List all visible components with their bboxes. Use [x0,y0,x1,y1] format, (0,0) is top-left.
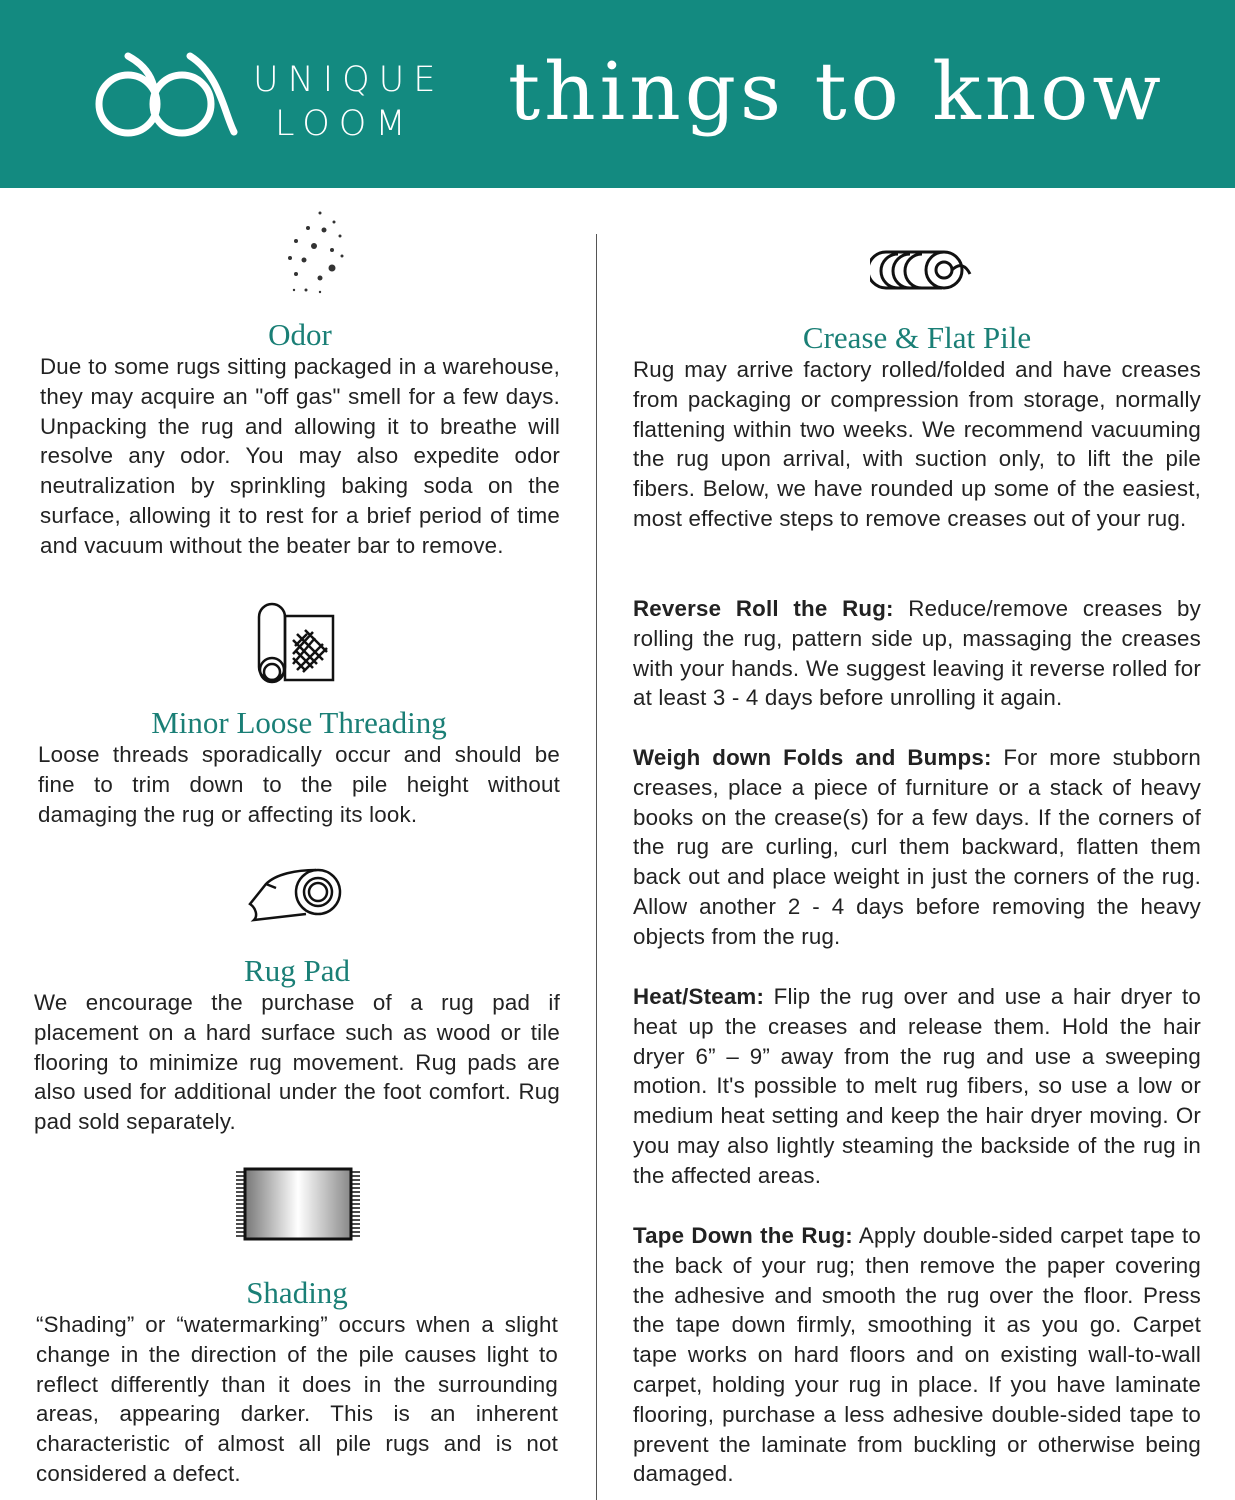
loose-threading-section [38,706,560,829]
crease-intro: Rug may arrive factory rolled/folded and have creases from packaging or compression from storage, normally flattening within two weeks. We recommend vacuuming the rug upon arrival, with suction only, to lift the pile fibers. Below, we have rounded up some of the easiest, most effective steps to remove creases out of your rug. [633,357,1201,531]
step-text: For more stubborn creases, place a piece of furniture or a stack of heavy books on the crease(s) for a few days. If the corners of the rug are curling, curl them backward, flatten them back out and place weight in just the corners of the rug. Allow another 2 - 4 days before removing the heavy objects from the rug. [633,745,1201,949]
rug-pad-text: We encourage the purchase of a rug pad if placement on a hard surface such as wood or tile flooring to minimize rug movement. Rug pads are also used for additional under the foot comfort. Rug pad sold separately. [34,990,560,1135]
dots-odor-icon [282,208,352,298]
brand-line-2: LOOM [275,104,415,144]
odor-section [40,318,560,561]
loose-threading-heading: Minor Loose Threading [151,705,447,740]
step-label: Tape Down the Rug: [633,1223,853,1248]
step-text: Reduce/remove creases by rolling the rug, pattern side up, massaging the creases with your hands. We suggest leaving it reverse rolled for at least 3 - 4 days before unrolling it again. [633,596,1201,711]
rug-pad-roll-icon [246,864,346,924]
step-text: Apply double-sided carpet tape to the back of your rug; then remove the paper covering the adhesive and smooth the rug over the floor. Press the tape down firmly, smoothing it as you go. Carpet tape works on hard floors and on existing wall-to-wall carpet, holding your rug in place. If you have laminate flooring, purchase a less adhesive double-sided tape to prevent the laminate from buckling or otherwise being damaged. [633,1223,1202,1487]
column-divider [596,234,597,1500]
shading-text: “Shading” or “watermarking” occurs when a slight change in the direction of the pile causes light to reflect differently than it does in the surrounding areas, appearing darker. This is an inherent characteristic of almost all pile rugs and is not considered a defect. [36,1312,558,1486]
step-text: Flip the rug over and use a hair dryer to heat up the creases and release them. Hold the hair dryer 6” – 9” away from the rug and use a sweeping motion. It's possible to melt rug fibers, so use a low or medium heat setting and keep the hair dryer moving. Or you may also lightly steaming the backside of the rug in the affected areas. [633,984,1201,1188]
shading-section [36,1276,558,1489]
step-tape-down [633,1221,1201,1489]
step-label: Heat/Steam: [633,984,765,1009]
page-title: things to know [508,45,1165,138]
brand-name [253,58,444,146]
crease-section [633,321,1201,534]
step-label: Reverse Roll the Rug: [633,596,894,621]
odor-text: Due to some rugs sitting packaged in a warehouse, they may acquire an "off gas" smell for a few days. Unpacking the rug and allowing it to breathe will resolve any odor. You may also expedite odor neutralization by sprinkling baking soda on the surface, allowing it to rest for a brief period of time and vacuum without the beater bar to remove. [40,354,560,558]
loose-threading-text: Loose threads sporadically occur and should be fine to trim down to the pile height without damaging the rug or affecting its look. [38,742,560,827]
step-label: Weigh down Folds and Bumps: [633,745,992,770]
step-reverse-roll [633,594,1201,713]
rug-pad-section [34,954,560,1137]
rolled-rug-thread-icon [255,600,337,686]
rug-pad-heading: Rug Pad [244,953,350,988]
unique-loom-logo-icon [94,52,240,138]
header-banner [0,0,1235,188]
odor-heading: Odor [268,317,332,352]
shaded-rug-icon [233,1166,363,1242]
crease-heading: Crease & Flat Pile [802,320,1032,355]
step-weigh-down [633,743,1201,952]
brand-line-1: UNIQUE [253,60,445,100]
shading-heading: Shading [246,1275,348,1310]
crease-roll-icon [870,248,974,292]
step-heat-steam [633,982,1201,1191]
